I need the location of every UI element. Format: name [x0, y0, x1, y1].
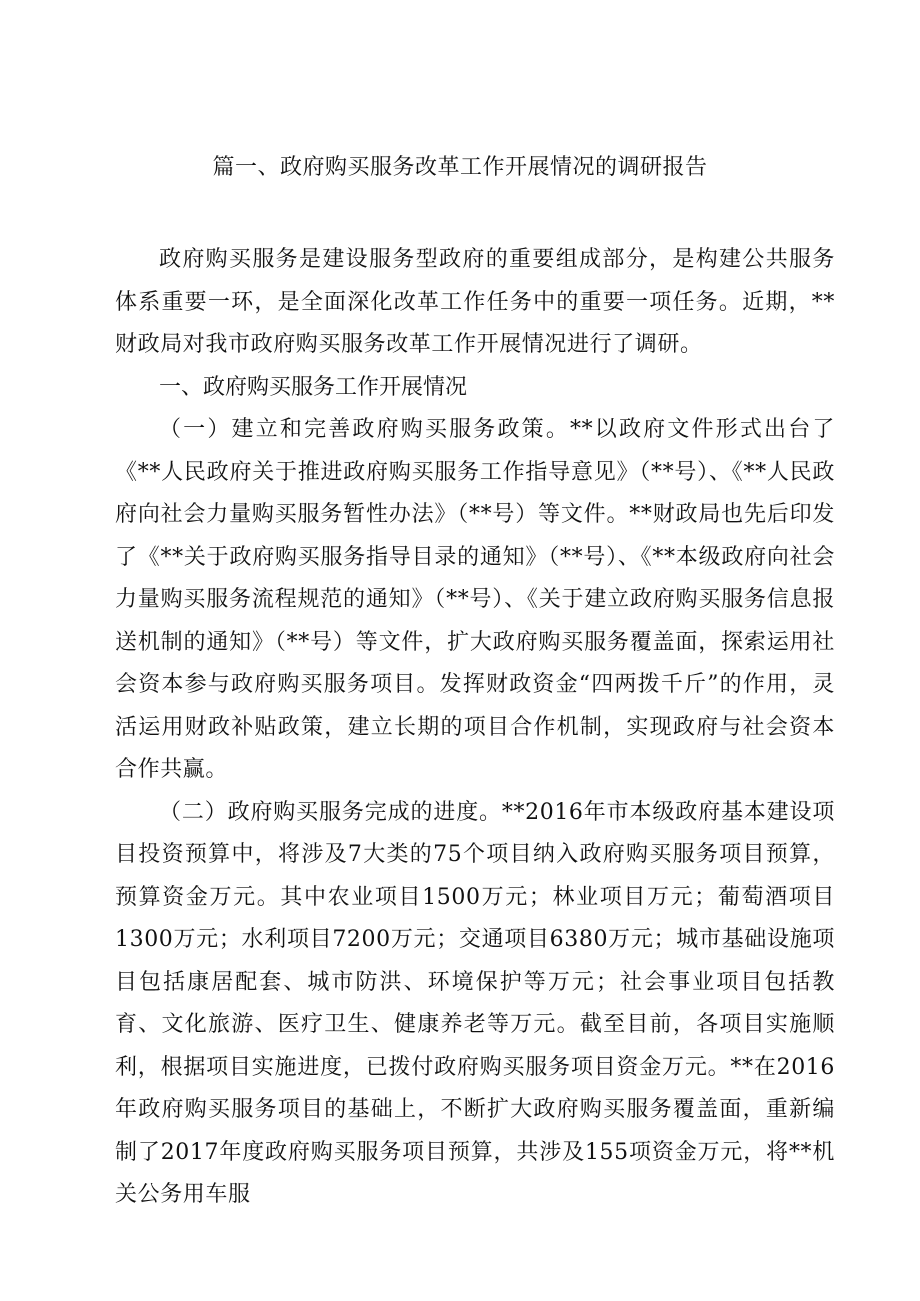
document-body: [115, 239, 835, 1217]
document-title: 篇一、政府购买服务改革工作开展情况的调研报告: [212, 155, 708, 180]
policy-paragraph: （一）建立和完善政府购买服务政策。**以政府文件形式出台了《**人民政府关于推进政府购买服务工作指导意见》（**号）、《**人民政府向社会力量购买服务暂性办法》（**号）等文件。**财政局也先后印发了《**关于政府购买服务指导目录的通知》（**号）、《**本级政府向社会力量购买服务流程规范的通知》（**号）、《关于建立政府购买服务信息报送机制的通知》（**号）等文件，扩大政府购买服务覆盖面，探索运用社会资本参与政府购买服务项目。发挥财政资金“四两拨千斤”的作用，灵活运用财政补贴政策，建立长期的项目合作机制，实现政府与社会资本合作共赢。: [115, 417, 835, 782]
progress-paragraph: （二）政府购买服务完成的进度。**2016年市本级政府基本建设项目投资预算中，将涉及7大类的75个项目纳入政府购买服务项目预算，预算资金万元。其中农业项目1500万元；林业项目万元；葡萄酒项目1300万元；水利项目7200万元；交通项目6380万元；城市基础设施项目包括康居配套、城市防洪、环境保护等万元；社会事业项目包括教育、文化旅游、医疗卫生、健康养老等万元。截至目前，各项目实施顺利，根据项目实施进度，已拨付政府购买服务项目资金万元。**在2016年政府购买服务项目的基础上，不断扩大政府购买服务覆盖面，重新编制了2017年度政府购买服务项目预算，共涉及155项资金万元，将**机关公务用车服: [115, 799, 835, 1207]
section-heading: 一、政府购买服务工作开展情况: [159, 374, 468, 400]
intro-paragraph: 政府购买服务是建设服务型政府的重要组成部分，是构建公共服务体系重要一环，是全面深化改革工作任务中的重要一项任务。近期，**财政局对我市政府购买服务改革工作开展情况进行了调研。: [115, 247, 835, 357]
